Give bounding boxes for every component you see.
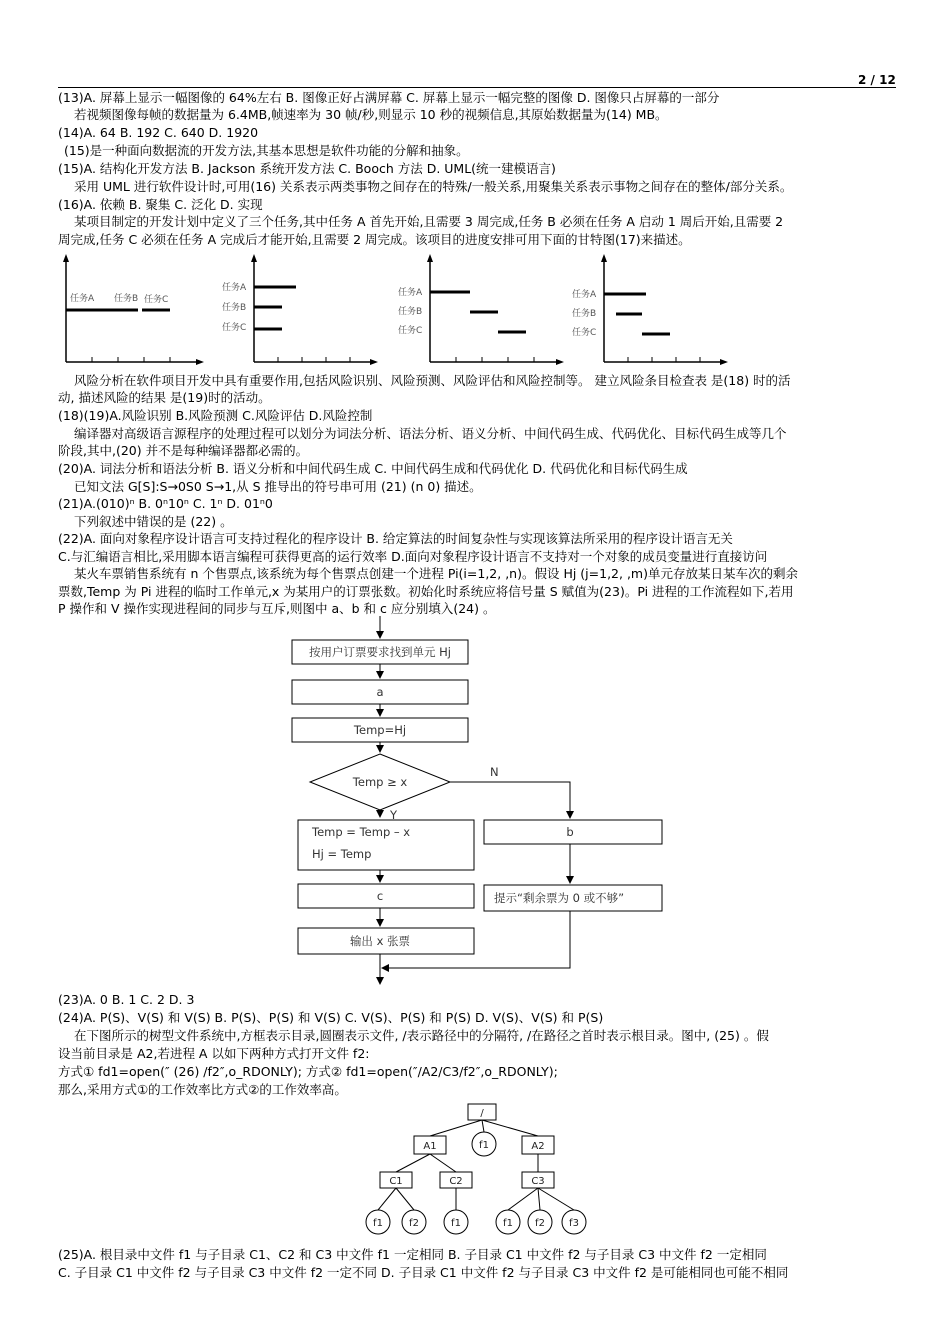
flow-step-assign-temp: Temp=Hj	[353, 723, 407, 737]
text-line: 某项目制定的开发计划中定义了三个任务,其中任务 A 首先开始,且需要 3 周完成,任务 B 必须在任务 A 启动 1 周后开始,且需要 2	[74, 214, 784, 229]
text-line: 票数,Temp 为 Pi 进程的临时工作单元,x 为某用户的订票张数。初始化时系统应将信号量 S 赋值为(23)。Pi 进程的工作流程如下,若用	[58, 584, 794, 599]
text-line: (25)A. 根目录中文件 f1 与子目录 C1、C2 和 C3 中文件 f1 一定相同 B. 子目录 C1 中文件 f2 与子目录 C3 中文件 f2 一定相同	[58, 1247, 767, 1262]
text-line: 方式① fd1=open(″ (26) /f2″,o_RDONLY); 方式② fd1=open(″/A2/C3/f2″,o_RDONLY);	[58, 1064, 558, 1079]
flow-step-a: a	[376, 685, 384, 699]
gantt-label: 任务C	[222, 323, 247, 333]
text-line: 某火车票销售系统有 n 个售票点,该系统为每个售票点创建一个进程 Pi(i=1,2, ,n)。假设 Hj (j=1,2, ,m)单元存放某日某车次的剩余	[74, 566, 798, 581]
text-line: 采用 UML 进行软件设计时,可用(16) 关系表示两类事物之间存在的特殊/一般关系,用聚集关系表示事物之间存在的整体/部分关系。	[74, 179, 793, 194]
text-line: (16)A. 依赖 B. 聚集 C. 泛化 D. 实现	[58, 197, 263, 212]
flow-step-prompt: 提示“剩余票为 0 或不够”	[494, 891, 625, 905]
gantt-label: 任务B	[114, 294, 139, 304]
header-rule	[58, 87, 896, 88]
text-line: C.与汇编语言相比,采用脚本语言编程可获得更高的运行效率 D.面向对象程序设计语言不支持对一个对象的成员变量进行直接访问	[58, 549, 768, 564]
text-line: 已知文法 G[S]:S→0S0 S→1,从 S 推导出的符号串可用 (21) (n 0) 描述。	[74, 479, 482, 494]
gantt-label: 任务A	[70, 294, 95, 304]
text-line: C. 子目录 C1 中文件 f2 与子目录 C3 中文件 f2 一定不同 D. 子目录 C1 中文件 f2 与子目录 C3 中文件 f2 是可能相同也可能不相同	[58, 1265, 789, 1280]
text-line: (18)(19)A.风险识别 B.风险预测 C.风险评估 D.风险控制	[58, 408, 373, 423]
gantt-chart-option-3	[396, 252, 566, 372]
flow-step-c: c	[376, 889, 384, 903]
file-system-tree	[360, 1100, 600, 1242]
flow-step-b: b	[566, 825, 574, 839]
text-line: 周完成,任务 C 必须在任务 A 完成后才能开始,且需要 2 周完成。该项目的进度安排可用下面的甘特图(17)来描述。	[58, 232, 691, 247]
tree-file-f2: f2	[409, 1218, 419, 1229]
text-line: 下列叙述中错误的是 (22) 。	[74, 514, 233, 529]
text-line: (21)A.(010)ⁿ B. 0ⁿ10ⁿ C. 1ⁿ D. 01ⁿ0	[58, 496, 273, 511]
text-line: 设当前目录是 A2,若进程 A 以如下两种方式打开文件 f2:	[58, 1046, 370, 1061]
text-line: (15)A. 结构化开发方法 B. Jackson 系统开发方法 C. Booch 方法 D. UML(统一建模语言)	[58, 161, 556, 176]
tree-file-f1: f1	[373, 1218, 383, 1229]
gantt-chart-option-1	[58, 252, 206, 372]
gantt-chart-option-4	[570, 252, 730, 372]
gantt-label: 任务B	[222, 303, 247, 313]
text-line: 风险分析在软件项目开发中具有重要作用,包括风险识别、风险预测、风险评估和风险控制等。 建立风险条目检查表 是(18) 时的活	[74, 373, 791, 388]
gantt-label: 任务A	[222, 283, 247, 293]
gantt-label: 任务C	[398, 326, 423, 336]
text-line: 那么,采用方式①的工作效率比方式②的工作效率高。	[58, 1082, 347, 1097]
tree-dir-c3: C3	[531, 1176, 545, 1187]
text-line: 在下图所示的树型文件系统中,方框表示目录,圆圈表示文件, /表示路径中的分隔符, /在路径之首时表示根目录。图中, (25) 。假	[74, 1028, 769, 1043]
text-line: (14)A. 64 B. 192 C. 640 D. 1920	[58, 125, 259, 140]
text-line: 动, 描述风险的结果 是(19)时的活动。	[58, 390, 271, 405]
gantt-label: 任务A	[572, 290, 597, 300]
gantt-label: 任务C	[572, 328, 597, 338]
flow-decision: Temp ≥ x	[352, 775, 408, 789]
flow-step-update-hj: Hj = Temp	[312, 847, 372, 861]
text-line: (24)A. P(S)、V(S) 和 V(S) B. P(S)、P(S) 和 V(S) C. V(S)、P(S) 和 P(S) D. V(S)、V(S) 和 P(S)	[58, 1010, 604, 1025]
tree-file-f2: f2	[535, 1218, 545, 1229]
text-line: (15)是一种面向数据流的开发方法,其基本思想是软件功能的分解和抽象。	[64, 143, 469, 158]
tree-dir-c2: C2	[449, 1176, 463, 1187]
text-line: 阶段,其中,(20) 并不是每种编译器都必需的。	[58, 443, 309, 458]
text-line: (13)A. 屏幕上显示一幅图像的 64%左右 B. 图像正好占满屏幕 C. 屏幕上显示一幅完整的图像 D. 图像只占屏幕的一部分	[58, 90, 720, 105]
text-line: 编译器对高级语言源程序的处理过程可以划分为词法分析、语法分析、语义分析、中间代码生成、代码优化、目标代码生成等几个	[74, 426, 787, 441]
ticket-process-flowchart	[270, 612, 680, 992]
gantt-chart-option-2	[220, 252, 380, 372]
tree-file-f1: f1	[479, 1140, 489, 1151]
flow-step-find-unit: 按用户订票要求找到单元 Hj	[309, 645, 451, 659]
flow-label-no: N	[490, 765, 499, 779]
tree-root: /	[480, 1108, 484, 1119]
flow-step-output: 输出 x 张票	[349, 934, 411, 948]
flow-step-update-temp: Temp = Temp – x	[312, 825, 411, 839]
tree-dir-c1: C1	[389, 1176, 403, 1187]
flow-label-yes: Y	[390, 808, 398, 822]
tree-file-f3: f3	[569, 1218, 579, 1229]
text-line: P 操作和 V 操作实现进程间的同步与互斥,则图中 a、b 和 c 应分别填入(24) 。	[58, 601, 496, 616]
tree-file-f1: f1	[503, 1218, 513, 1229]
gantt-label: 任务B	[398, 307, 423, 317]
gantt-label: 任务B	[572, 309, 597, 319]
gantt-label: 任务A	[398, 288, 423, 298]
text-line: 若视频图像每帧的数据量为 6.4MB,帧速率为 30 帧/秒,则显示 10 秒的视频信息,其原始数据量为(14) MB。	[74, 107, 668, 122]
text-line: (20)A. 词法分析和语法分析 B. 语义分析和中间代码生成 C. 中间代码生成和代码优化 D. 代码优化和目标代码生成	[58, 461, 688, 476]
gantt-label: 任务C	[144, 295, 169, 305]
tree-dir-a2: A2	[531, 1141, 545, 1152]
page-number: 2 / 12	[858, 73, 896, 87]
text-line: (23)A. 0 B. 1 C. 2 D. 3	[58, 992, 195, 1007]
tree-file-f1: f1	[451, 1218, 461, 1229]
tree-dir-a1: A1	[423, 1141, 437, 1152]
text-line: (22)A. 面向对象程序设计语言可支持过程化的程序设计 B. 给定算法的时间复杂性与实现该算法所采用的程序设计语言无关	[58, 531, 733, 546]
